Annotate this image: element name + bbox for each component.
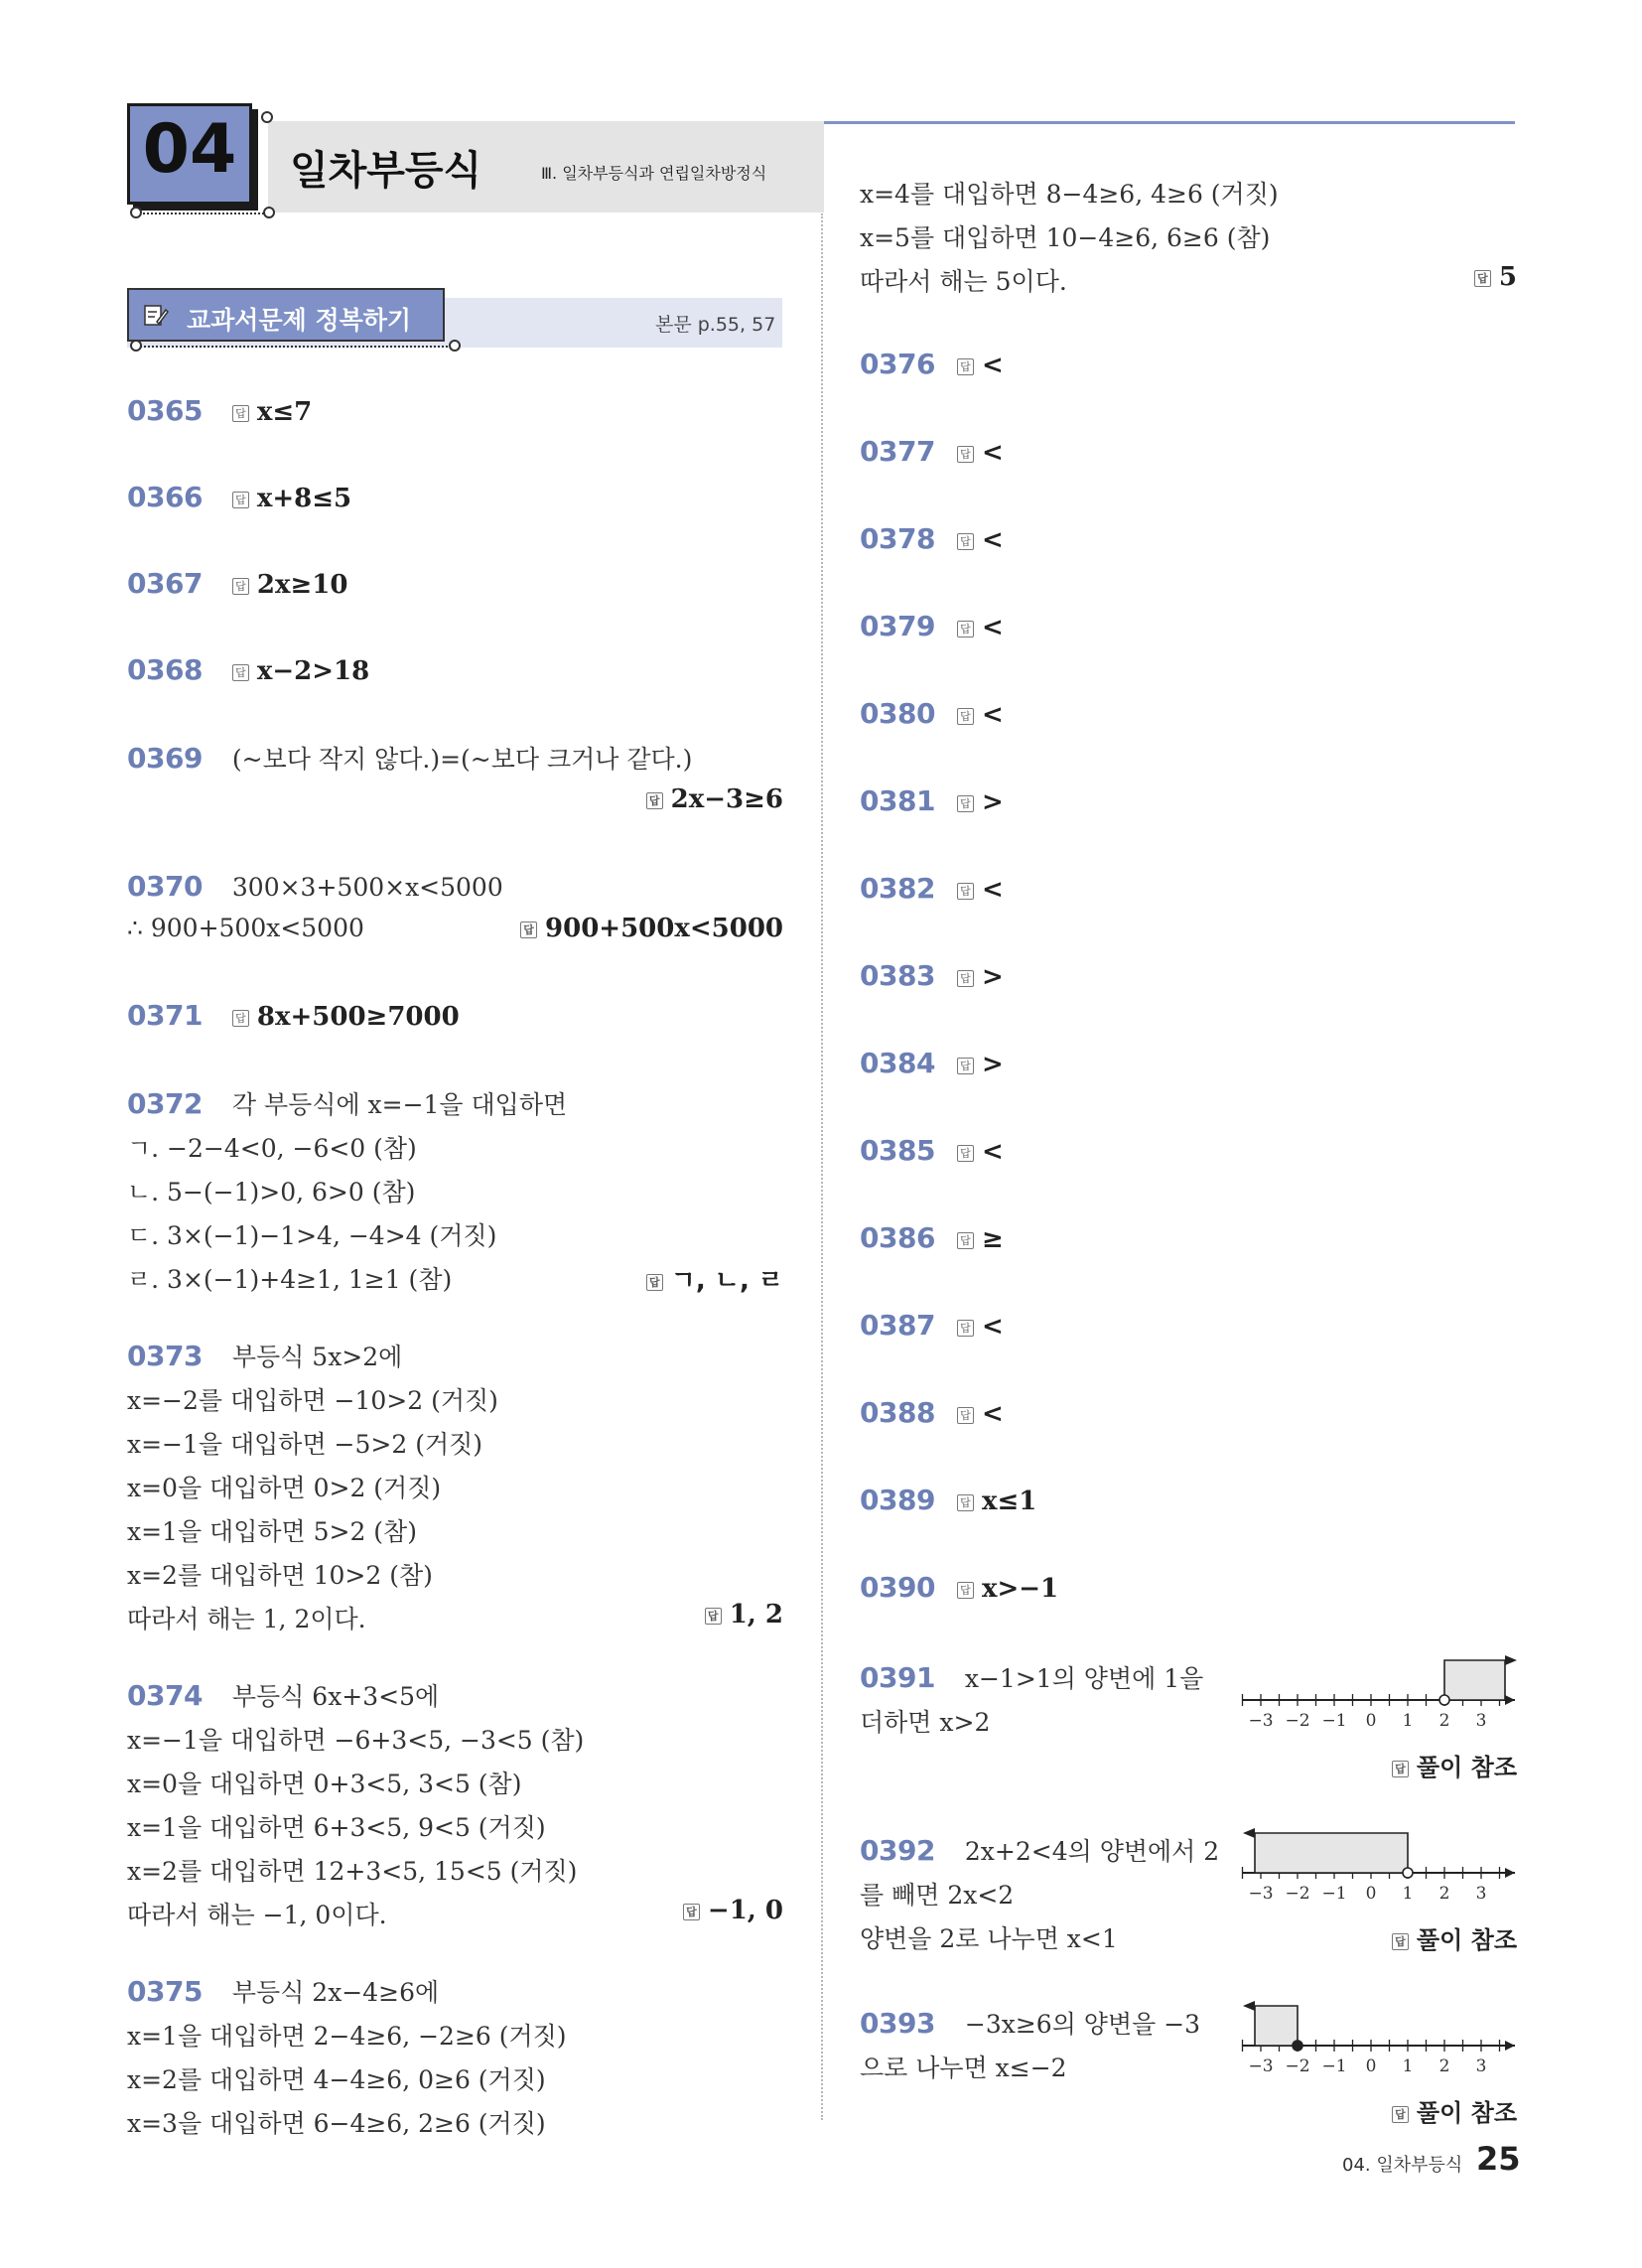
answer-icon: 답 bbox=[1392, 1933, 1409, 1950]
problem-number: 0367 bbox=[127, 567, 203, 600]
answer-icon: 답 bbox=[232, 492, 249, 508]
boundary-point bbox=[1293, 2041, 1302, 2051]
tick-label: −1 bbox=[1321, 2056, 1347, 2075]
pencil-note-icon bbox=[143, 302, 169, 328]
chapter-number: 04 bbox=[142, 110, 237, 189]
problem-text: (~보다 작지 않다.)=(~보다 크거나 같다.) bbox=[231, 745, 693, 774]
answer: x≤7 bbox=[256, 397, 313, 427]
section-title: 교과서문제 정복하기 bbox=[187, 306, 412, 335]
problem-number: 0386 bbox=[860, 1221, 935, 1254]
answer-icon: 답 bbox=[957, 1145, 974, 1162]
answer-0369 bbox=[646, 784, 783, 814]
tick-label: 2 bbox=[1438, 1884, 1450, 1903]
answer: < bbox=[981, 1399, 1004, 1429]
answer: x−2>18 bbox=[256, 656, 370, 686]
problem-line: x=0을 대입하면 0>2 (거짓) bbox=[127, 1474, 442, 1502]
ring-decoration bbox=[449, 340, 461, 352]
tick-label: 1 bbox=[1402, 1711, 1414, 1730]
problem-number: 0372 bbox=[127, 1087, 203, 1120]
number-line-svg bbox=[1241, 1996, 1519, 2075]
answer-icon: 답 bbox=[957, 883, 974, 900]
unit-label: Ⅲ. 일차부등식과 연립일차방정식 bbox=[541, 164, 767, 183]
answer-icon: 답 bbox=[520, 921, 537, 938]
problem-0366 bbox=[127, 481, 351, 513]
problem-line: 300×3+500×x<5000 bbox=[231, 873, 503, 902]
answer: 풀이 참조 bbox=[1416, 1754, 1517, 1781]
answer-icon: 답 bbox=[957, 708, 974, 725]
answer: x>−1 bbox=[981, 1574, 1059, 1604]
problem-number: 0369 bbox=[127, 742, 203, 775]
problem-number: 0380 bbox=[860, 697, 935, 730]
problem-line: ㄷ. 3×(−1)−1>4, −4>4 (거짓) bbox=[127, 1221, 497, 1250]
answer-icon: 답 bbox=[232, 405, 249, 422]
problem-0369 bbox=[127, 740, 692, 776]
problem-number: 0379 bbox=[860, 610, 935, 642]
answer-icon: 답 bbox=[957, 1407, 974, 1424]
problem-line: x−1>1의 양변에 1을 bbox=[964, 1664, 1204, 1693]
section-page-ref: 본문 p.55, 57 bbox=[655, 314, 776, 336]
number-line-svg bbox=[1241, 1650, 1519, 1730]
tick-label: −1 bbox=[1321, 1884, 1347, 1903]
axis-arrowhead bbox=[1505, 1868, 1515, 1878]
tick-label: −1 bbox=[1321, 1711, 1347, 1730]
solution-region bbox=[1444, 1660, 1505, 1700]
problem-0381 bbox=[860, 784, 1004, 817]
tick-label: 3 bbox=[1475, 2056, 1487, 2075]
problem-number: 0388 bbox=[860, 1396, 935, 1429]
answer-icon: 답 bbox=[1474, 270, 1491, 287]
problem-number: 0391 bbox=[860, 1661, 935, 1694]
problem-number: 0383 bbox=[860, 959, 935, 992]
answer-icon: 답 bbox=[646, 1274, 663, 1291]
tick-label: 2 bbox=[1438, 2056, 1450, 2075]
answer-icon: 답 bbox=[1392, 1761, 1409, 1777]
ring-decoration bbox=[263, 207, 275, 218]
tick-label: 3 bbox=[1475, 1884, 1487, 1903]
problem-number: 0389 bbox=[860, 1484, 935, 1516]
region-arrowhead bbox=[1505, 1655, 1517, 1665]
problem-0367 bbox=[127, 567, 347, 600]
answer-0374 bbox=[683, 1896, 783, 1925]
problem-line: x=1을 대입하면 2−4≥6, −2≥6 (거짓) bbox=[127, 2022, 567, 2051]
problem-line: x=4를 대입하면 8−4≥6, 4≥6 (거짓) bbox=[860, 180, 1279, 209]
solution-region bbox=[1255, 2006, 1298, 2046]
problem-number: 0366 bbox=[127, 481, 203, 513]
answer-icon: 답 bbox=[957, 621, 974, 638]
tick-label: 0 bbox=[1365, 1884, 1377, 1903]
problem-line: x=2를 대입하면 10>2 (참) bbox=[127, 1561, 433, 1590]
problem-0389 bbox=[860, 1484, 1036, 1516]
problem-0393 bbox=[860, 2005, 1200, 2041]
answer: < bbox=[981, 875, 1004, 905]
problem-line: x=1을 대입하면 5>2 (참) bbox=[127, 1517, 417, 1546]
answer: 8x+500≥7000 bbox=[256, 1002, 460, 1032]
axis-arrowhead bbox=[1505, 1695, 1515, 1705]
answer: 풀이 참조 bbox=[1416, 1926, 1517, 1954]
problem-line: 으로 나누면 x≤−2 bbox=[860, 2054, 1067, 2082]
column-divider bbox=[821, 213, 823, 2120]
top-rule bbox=[824, 121, 1515, 124]
problem-0385 bbox=[860, 1134, 1004, 1167]
tick-label: −3 bbox=[1248, 1884, 1274, 1903]
problem-line: 를 빼면 2x<2 bbox=[860, 1881, 1015, 1910]
problem-line: 부등식 2x−4≥6에 bbox=[231, 1978, 440, 2007]
problem-line: x=2를 대입하면 4−4≥6, 0≥6 (거짓) bbox=[127, 2065, 546, 2094]
problem-number: 0370 bbox=[127, 870, 203, 903]
answer-icon: 답 bbox=[957, 533, 974, 550]
problem-0374 bbox=[127, 1677, 439, 1713]
problem-0380 bbox=[860, 697, 1004, 730]
problem-line: 각 부등식에 x=−1을 대입하면 bbox=[231, 1090, 568, 1119]
problem-0377 bbox=[860, 435, 1004, 468]
boundary-point bbox=[1403, 1868, 1413, 1878]
answer-icon: 답 bbox=[232, 578, 249, 595]
problem-0387 bbox=[860, 1309, 1004, 1342]
problem-number: 0384 bbox=[860, 1047, 935, 1079]
number-line-0391 bbox=[1241, 1650, 1519, 1734]
answer: x+8≤5 bbox=[256, 484, 352, 513]
answer: 900+500x<5000 bbox=[545, 914, 783, 943]
answer-0370 bbox=[520, 914, 783, 943]
problem-0384 bbox=[860, 1047, 1004, 1079]
chapter-title: 일차부등식 bbox=[290, 148, 482, 194]
answer-icon: 답 bbox=[232, 664, 249, 681]
problem-line: x=5를 대입하면 10−4≥6, 6≥6 (참) bbox=[860, 223, 1271, 252]
tick-label: 1 bbox=[1402, 1884, 1414, 1903]
answer: < bbox=[981, 1137, 1004, 1167]
problem-number: 0376 bbox=[860, 348, 935, 380]
chapter-number-box bbox=[127, 103, 252, 205]
problem-0365 bbox=[127, 394, 312, 427]
ring-decoration bbox=[130, 207, 142, 218]
problem-line: 따라서 해는 1, 2이다. bbox=[127, 1605, 366, 1633]
problem-0390 bbox=[860, 1571, 1058, 1604]
answer: < bbox=[981, 700, 1004, 730]
problem-line: −3x≥6의 양변을 −3 bbox=[964, 2010, 1201, 2039]
problem-line: 더하면 x>2 bbox=[860, 1708, 991, 1737]
problem-number: 0387 bbox=[860, 1309, 935, 1342]
answer: < bbox=[981, 613, 1004, 642]
answer: x≤1 bbox=[981, 1487, 1037, 1516]
answer: 풀이 참조 bbox=[1416, 2099, 1517, 2127]
problem-line: 따라서 해는 5이다. bbox=[860, 267, 1067, 296]
problem-0371 bbox=[127, 999, 460, 1032]
problem-number: 0393 bbox=[860, 2007, 935, 2040]
problem-number: 0368 bbox=[127, 653, 203, 686]
problem-0379 bbox=[860, 610, 1004, 642]
answer-icon: 답 bbox=[957, 795, 974, 812]
problem-0375 bbox=[127, 1973, 439, 2009]
answer-icon: 답 bbox=[957, 970, 974, 987]
axis-arrowhead bbox=[1505, 2041, 1515, 2051]
answer-0372 bbox=[646, 1260, 783, 1297]
problem-number: 0381 bbox=[860, 784, 935, 817]
answer-icon: 답 bbox=[957, 358, 974, 375]
tick-label: −2 bbox=[1285, 1884, 1310, 1903]
answer-0392 bbox=[1392, 1920, 1517, 1955]
problem-0388 bbox=[860, 1396, 1004, 1429]
tick-label: −2 bbox=[1285, 1711, 1310, 1730]
problem-line: x=−1을 대입하면 −6+3<5, −3<5 (참) bbox=[127, 1726, 585, 1755]
problem-line: ㄱ. −2−4<0, −6<0 (참) bbox=[127, 1134, 417, 1163]
answer: ≥ bbox=[981, 1224, 1004, 1254]
problem-line: 양변을 2로 나누면 x<1 bbox=[860, 1924, 1118, 1953]
answer: ㄱ, ㄴ, ㄹ bbox=[670, 1266, 783, 1296]
problem-number: 0392 bbox=[860, 1834, 935, 1867]
problem-0373 bbox=[127, 1338, 402, 1373]
answer-icon: 답 bbox=[646, 792, 663, 809]
tick-label: 0 bbox=[1365, 2056, 1377, 2075]
problem-0391 bbox=[860, 1659, 1203, 1695]
problem-number: 0377 bbox=[860, 435, 935, 468]
boundary-point bbox=[1439, 1695, 1449, 1705]
tick-label: −2 bbox=[1285, 2056, 1310, 2075]
answer-icon: 답 bbox=[957, 1058, 974, 1074]
problem-line: ㄹ. 3×(−1)+4≥1, 1≥1 (참) bbox=[127, 1265, 453, 1294]
answer: 2x−3≥6 bbox=[670, 784, 783, 814]
answer-icon: 답 bbox=[232, 1010, 249, 1027]
answer-icon: 답 bbox=[1392, 2106, 1409, 2123]
answer-icon: 답 bbox=[705, 1608, 722, 1625]
number-line-0392 bbox=[1241, 1823, 1519, 1907]
problem-line: x=1을 대입하면 6+3<5, 9<5 (거짓) bbox=[127, 1813, 546, 1842]
answer-icon: 답 bbox=[957, 1232, 974, 1249]
problem-0382 bbox=[860, 872, 1004, 905]
footer-label: 04. 일차부등식 bbox=[1342, 2155, 1463, 2176]
region-arrowhead bbox=[1243, 1828, 1255, 1838]
answer-icon: 답 bbox=[957, 1582, 974, 1599]
answer: > bbox=[981, 962, 1004, 992]
problem-0378 bbox=[860, 522, 1004, 555]
problem-number: 0373 bbox=[127, 1340, 203, 1372]
answer-icon: 답 bbox=[683, 1904, 700, 1920]
page-number: 25 bbox=[1476, 2140, 1521, 2178]
answer-0393 bbox=[1392, 2093, 1517, 2128]
solution-region bbox=[1255, 1833, 1408, 1873]
dotted-rule bbox=[132, 213, 271, 214]
problem-line: ∴ 900+500x<5000 bbox=[127, 914, 364, 942]
ring-decoration bbox=[261, 111, 273, 123]
tick-label: 1 bbox=[1402, 2056, 1414, 2075]
problem-0370 bbox=[127, 870, 503, 903]
problem-line: x=−2를 대입하면 −10>2 (거짓) bbox=[127, 1386, 498, 1415]
region-arrowhead bbox=[1243, 2001, 1255, 2011]
problem-line: x=2를 대입하면 12+3<5, 15<5 (거짓) bbox=[127, 1857, 578, 1886]
problem-number: 0382 bbox=[860, 872, 935, 905]
answer: −1, 0 bbox=[707, 1896, 783, 1925]
problem-0368 bbox=[127, 653, 369, 686]
answer: < bbox=[981, 525, 1004, 555]
answer: 1, 2 bbox=[729, 1600, 783, 1630]
problem-line: 부등식 6x+3<5에 bbox=[231, 1682, 440, 1711]
problem-line: 부등식 5x>2에 bbox=[231, 1343, 403, 1371]
answer-icon: 답 bbox=[957, 1494, 974, 1511]
answer: 5 bbox=[1498, 262, 1517, 292]
number-line-svg bbox=[1241, 1823, 1519, 1903]
answer: < bbox=[981, 438, 1004, 468]
problem-number: 0371 bbox=[127, 999, 203, 1032]
problem-number: 0374 bbox=[127, 1679, 203, 1712]
problem-0386 bbox=[860, 1221, 1004, 1254]
answer: > bbox=[981, 1050, 1004, 1079]
problem-line: 2x+2<4의 양변에서 2 bbox=[964, 1837, 1220, 1866]
problem-line: x=−1을 대입하면 −5>2 (거짓) bbox=[127, 1430, 483, 1459]
number-line-0393 bbox=[1241, 1996, 1519, 2079]
problem-line: x=0을 대입하면 0+3<5, 3<5 (참) bbox=[127, 1770, 522, 1798]
tick-label: −3 bbox=[1248, 2056, 1274, 2075]
problem-0376 bbox=[860, 348, 1004, 380]
answer-icon: 답 bbox=[957, 446, 974, 463]
problem-0383 bbox=[860, 959, 1004, 992]
problem-line: x=3을 대입하면 6−4≥6, 2≥6 (거짓) bbox=[127, 2109, 546, 2138]
answer-0391 bbox=[1392, 1748, 1517, 1782]
answer: > bbox=[981, 787, 1004, 817]
ring-decoration bbox=[130, 340, 142, 352]
problem-number: 0378 bbox=[860, 522, 935, 555]
answer-0373 bbox=[705, 1600, 783, 1630]
problem-number: 0385 bbox=[860, 1134, 935, 1167]
tick-label: 2 bbox=[1438, 1711, 1450, 1730]
answer-0375 bbox=[1474, 262, 1517, 292]
answer: < bbox=[981, 1312, 1004, 1342]
problem-line: 따라서 해는 −1, 0이다. bbox=[127, 1901, 387, 1929]
tick-label: 0 bbox=[1365, 1711, 1377, 1730]
problem-number: 0365 bbox=[127, 394, 203, 427]
problem-line: ㄴ. 5−(−1)>0, 6>0 (참) bbox=[127, 1178, 416, 1206]
problem-0372 bbox=[127, 1085, 567, 1121]
tick-label: 3 bbox=[1475, 1711, 1487, 1730]
answer: < bbox=[981, 351, 1004, 380]
problem-number: 0390 bbox=[860, 1571, 935, 1604]
answer-icon: 답 bbox=[957, 1320, 974, 1337]
problem-0392 bbox=[860, 1832, 1219, 1868]
answer: 2x≥10 bbox=[256, 570, 348, 600]
problem-number: 0375 bbox=[127, 1975, 203, 2008]
dotted-rule bbox=[132, 346, 456, 348]
tick-label: −3 bbox=[1248, 1711, 1274, 1730]
